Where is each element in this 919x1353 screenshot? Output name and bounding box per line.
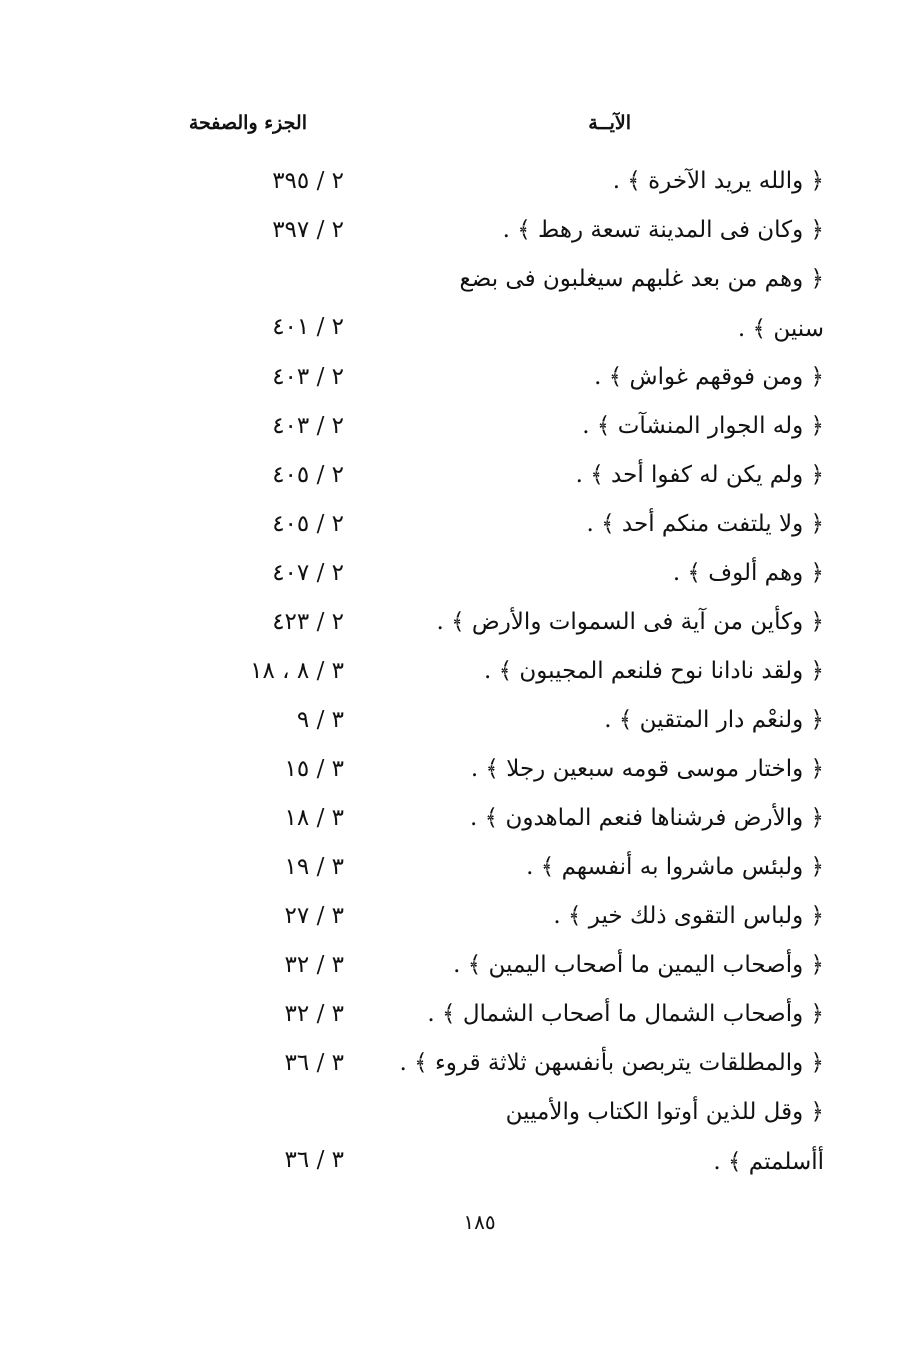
verse-text — [384, 156, 824, 206]
part-page-reference: ٣ / ٣٦ — [284, 1050, 344, 1076]
verse-line: ﴿ والأرض فرشناها فنعم الماهدون ﴾ . — [470, 805, 824, 831]
part-page-reference: ٢ / ٤٠٥ — [272, 462, 344, 488]
reference-column-header: الجزء والصفحة — [188, 112, 307, 134]
verse-line: ﴿ والله يريد الآخرة ﴾ . — [612, 168, 824, 194]
verse-text — [384, 891, 824, 941]
verse-line: ﴿ وقل للذين أوتوا الكتاب والأميين — [505, 1099, 824, 1125]
verse-text — [384, 254, 824, 354]
verse-text — [384, 989, 824, 1039]
verse-text — [384, 352, 824, 402]
verse-text — [384, 450, 824, 500]
verse-line: ﴿ وأصحاب الشمال ما أصحاب الشمال ﴾ . — [427, 1001, 824, 1027]
verse-text — [384, 744, 824, 794]
verse-text — [384, 401, 824, 451]
part-page-reference: ٢ / ٤٠٧ — [272, 560, 344, 586]
verse-line: ﴿ ومن فوقهم غواش ﴾ . — [594, 364, 824, 390]
part-page-reference: ٣ / ٢٧ — [284, 903, 344, 929]
verse-column-header: الآيــة — [588, 112, 631, 134]
verse-line: ﴿ ولنعْم دار المتقين ﴾ . — [604, 707, 824, 733]
part-page-reference: ٣ / ٣٢ — [284, 1001, 344, 1027]
verse-line: ﴿ ولباس التقوى ذلك خير ﴾ . — [553, 903, 824, 929]
part-page-reference: ٣ / ٣٢ — [284, 952, 344, 978]
part-page-reference: ٣ / ٨ ، ١٨ — [250, 658, 344, 684]
part-page-reference: ٢ / ٤٢٣ — [272, 609, 344, 635]
verse-text — [384, 793, 824, 843]
part-page-reference: ٣ / ١٩ — [284, 854, 344, 880]
verse-line: ﴿ وهم ألوف ﴾ . — [672, 560, 824, 586]
part-page-reference: ٢ / ٤٠٣ — [272, 364, 344, 390]
verse-line: ﴿ واختار موسى قومه سبعين رجلا ﴾ . — [470, 756, 824, 782]
part-page-reference: ٢ / ٣٩٥ — [272, 168, 344, 194]
verse-line: ﴿ ولقد نادانا نوح فلنعم المجيبون ﴾ . — [484, 658, 824, 684]
verse-text — [384, 499, 824, 549]
part-page-reference: ٢ / ٤٠٣ — [272, 413, 344, 439]
page-number: ١٨٥ — [463, 1210, 496, 1234]
verse-line: ﴿ وأصحاب اليمين ما أصحاب اليمين ﴾ . — [453, 952, 824, 978]
verse-text — [384, 646, 824, 696]
verse-line: ﴿ والمطلقات يتربصن بأنفسهن ثلاثة قروء ﴾ . — [399, 1050, 824, 1076]
verse-text — [384, 940, 824, 990]
part-page-reference: ٢ / ٤٠١ — [272, 314, 344, 340]
part-page-reference: ٢ / ٤٠٥ — [272, 511, 344, 537]
part-page-reference: ٣ / ١٥ — [284, 756, 344, 782]
verse-line: ﴿ ولم يكن له كفوا أحد ﴾ . — [575, 462, 824, 488]
verse-line: ﴿ وكان فى المدينة تسعة رهط ﴾ . — [502, 217, 824, 243]
verse-line-continuation: سنين ﴾ . — [737, 316, 824, 342]
verse-text — [384, 1087, 824, 1187]
verse-line: ﴿ وكأين من آية فى السموات والأرض ﴾ . — [436, 609, 824, 635]
part-page-reference: ٣ / ٩ — [296, 707, 344, 733]
part-page-reference: ٣ / ١٨ — [284, 805, 344, 831]
part-page-reference: ٣ / ٣٦ — [284, 1147, 344, 1173]
verse-text — [384, 1038, 824, 1088]
verse-line: ﴿ وله الجوار المنشآت ﴾ . — [582, 413, 824, 439]
verse-text — [384, 695, 824, 745]
verse-line: ﴿ وهم من بعد غلبهم سيغلبون فى بضع — [459, 266, 824, 292]
table-header — [0, 112, 919, 146]
verse-text — [384, 842, 824, 892]
verse-line: ﴿ ولبئس ماشروا به أنفسهم ﴾ . — [526, 854, 824, 880]
verse-line: ﴿ ولا يلتفت منكم أحد ﴾ . — [586, 511, 824, 537]
part-page-reference: ٢ / ٣٩٧ — [272, 217, 344, 243]
verse-text — [384, 205, 824, 255]
verse-text — [384, 548, 824, 598]
verse-text — [384, 597, 824, 647]
verse-line-continuation: أأسلمتم ﴾ . — [713, 1149, 824, 1175]
